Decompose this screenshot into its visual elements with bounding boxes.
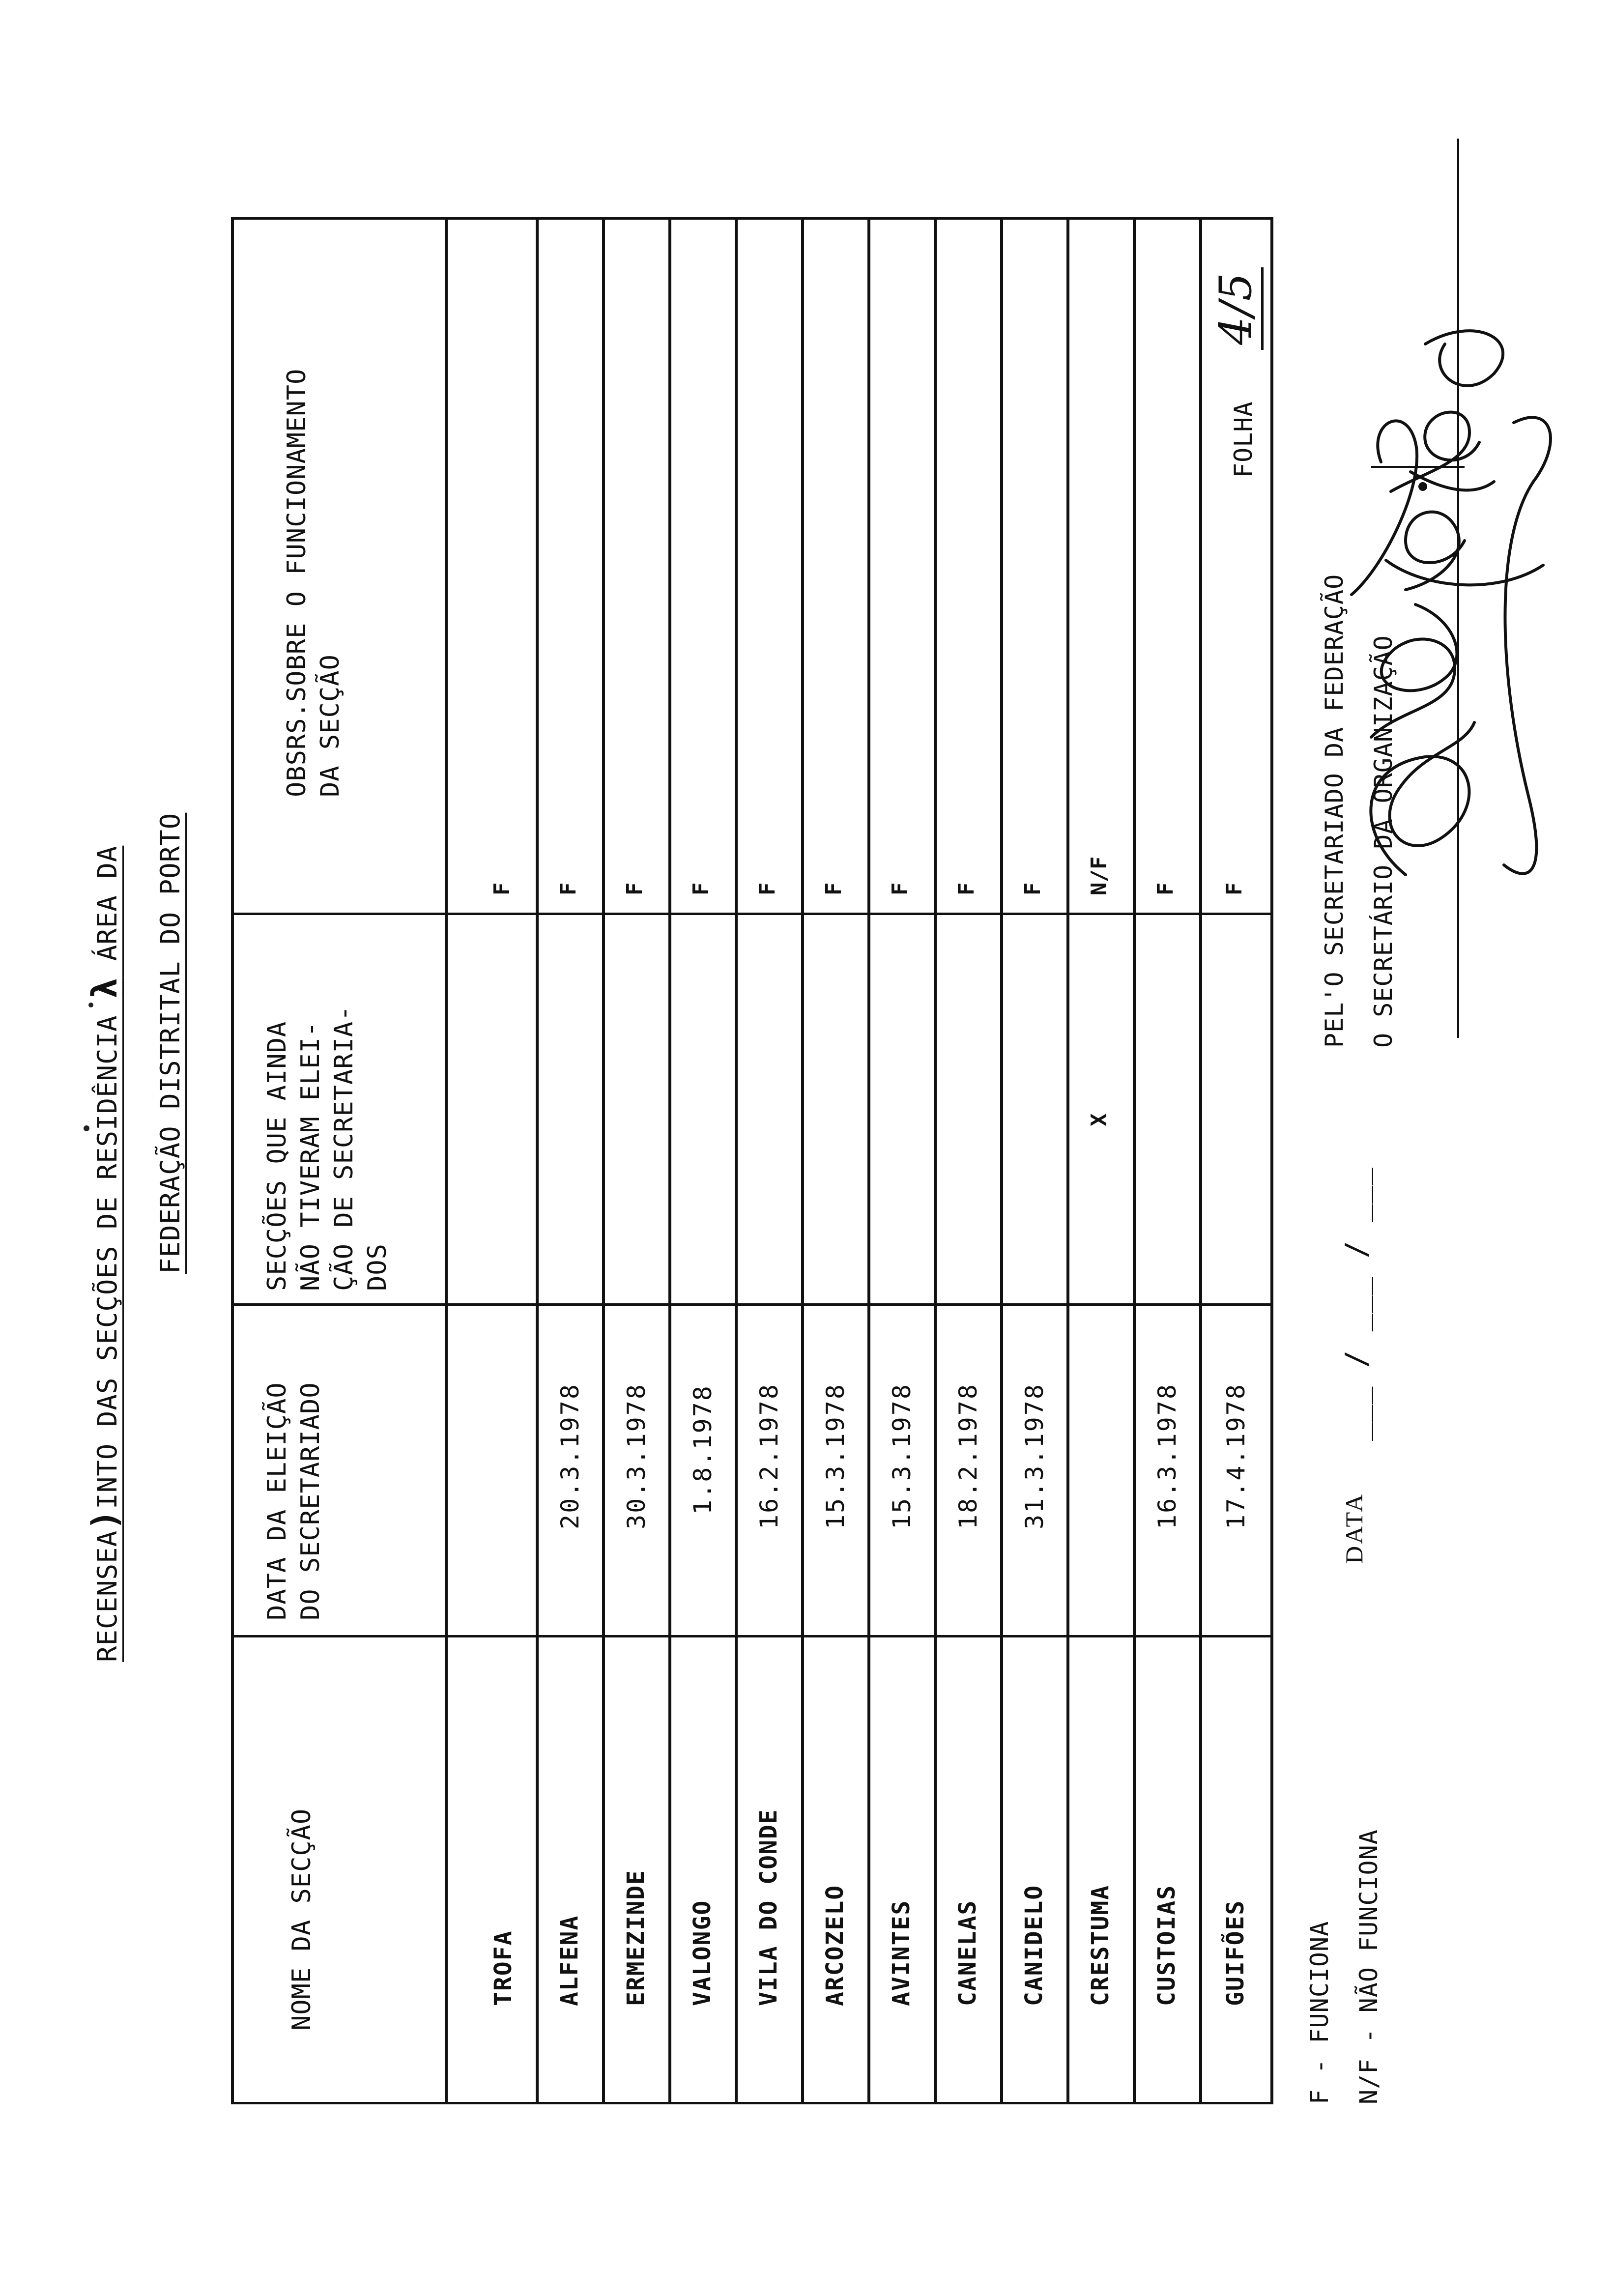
section-name: ALFENA (556, 1915, 583, 2006)
observation: F (622, 882, 647, 895)
election-date: 16.3.1978 (1153, 1383, 1181, 1529)
date-label: DATA (1340, 1492, 1368, 1564)
section-name: CANIDELO (1020, 1884, 1048, 2006)
section-name: VALONGO (689, 1899, 716, 2006)
header-observations: OBSRS.SOBRE O FUNCIONAMENTO DA SECÇÃO (282, 368, 345, 797)
observation: F (821, 882, 846, 895)
section-name: AVINTES (888, 1899, 915, 2006)
section-name: ARCOZELO (821, 1884, 849, 2006)
legend-nao-funciona: N/F - NÃO FUNCIONA (1354, 1829, 1383, 2104)
observation: N/F (1087, 856, 1112, 895)
election-date: 17.4.1978 (1222, 1383, 1250, 1529)
section-name: CANELAS (954, 1899, 981, 2006)
election-date: 30.3.1978 (622, 1383, 651, 1529)
observation: F (755, 882, 780, 895)
section-name: VILA DO CONDE (755, 1808, 782, 2006)
section-name: CUSTOIAS (1153, 1884, 1180, 2006)
header-section-name: NOME DA SECÇÃO (287, 1808, 317, 2031)
legend-funciona: F - FUNCIONA (1305, 1921, 1334, 2104)
form-subtitle: FEDERAÇÃO DISTRITAL DO PORTO (155, 812, 186, 1274)
signature-line2: O SECRETÁRIO DA ORGANIZAÇÃO (1369, 635, 1398, 1048)
scan-speck (84, 1125, 89, 1131)
header-no-election: SECÇÕES QUE AINDA NÃO TIVERAM ELEI- ÇÃO DE SECRETARIA- DOS (262, 1005, 392, 1291)
scan-speck (88, 1003, 93, 1007)
observation: F (556, 882, 581, 895)
election-date: 15.3.1978 (821, 1383, 850, 1529)
election-date: 15.3.1978 (888, 1383, 916, 1529)
title-part-b: INTO DAS SECÇÕES DE RESIDÊNCIA (92, 1015, 123, 1509)
section-name: TROFA (489, 1930, 517, 2006)
observation: F (689, 882, 714, 895)
no-election-mark: X (1087, 1113, 1112, 1126)
election-date: 16.2.1978 (755, 1383, 783, 1529)
observation: F (954, 882, 979, 895)
folha-value: 4/5 (1214, 267, 1264, 350)
observation: F (1222, 882, 1247, 895)
election-date: 20.3.1978 (556, 1383, 584, 1529)
folha-label: FOLHA (1229, 401, 1258, 478)
observation: F (1020, 882, 1045, 895)
date-blank: ___ / ___ / ___ (1339, 1167, 1374, 1441)
observation: F (888, 882, 913, 895)
section-name: ERMEZINDE (622, 1869, 650, 2006)
title-part-c: ÁREA DA (92, 845, 123, 961)
header-election-date: DATA DA ELEIÇÃO DO SECRETARIADO (262, 1382, 325, 1620)
election-date: 18.2.1978 (954, 1383, 982, 1529)
signature-line1: PEL'O SECRETARIADO DA FEDERAÇÃO (1320, 574, 1349, 1048)
section-name: CRESTUMA (1087, 1884, 1114, 2006)
observation: F (489, 882, 515, 895)
title-part-a: RECENSEA (92, 1530, 123, 1662)
form-title: RECENSEA)INTO DAS SECÇÕES DE RESIDÊNCIA λ ÁREA DA (85, 845, 125, 1662)
election-date: 1.8.1978 (689, 1384, 717, 1515)
observation: F (1153, 882, 1178, 895)
election-date: 31.3.1978 (1020, 1383, 1049, 1529)
section-name: GUIFÕES (1222, 1899, 1249, 2006)
